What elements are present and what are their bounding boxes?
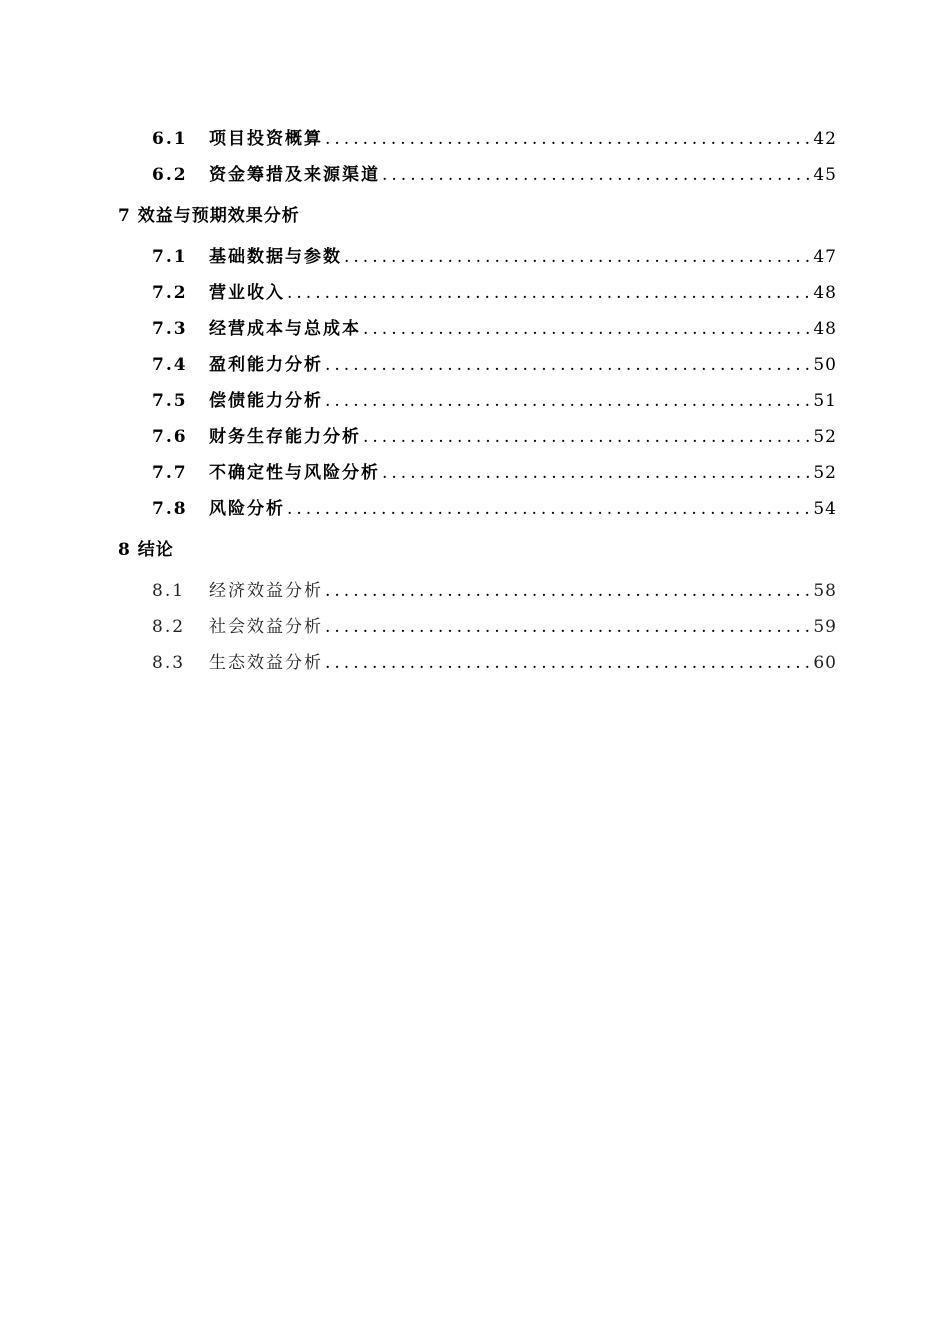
- toc-entry-title: 不确定性与风险分析: [209, 462, 380, 483]
- toc-entry-title: 资金筹措及来源渠道: [209, 164, 380, 185]
- toc-entry-page: 52: [813, 426, 837, 447]
- toc-entry-7-1[interactable]: [0, 236, 950, 272]
- dot-leader: [287, 499, 810, 519]
- toc-entry-7-3[interactable]: [0, 308, 950, 344]
- dot-leader: [363, 319, 810, 339]
- toc-chapter-title: 7 效益与预期效果分析: [118, 205, 300, 226]
- toc-entry-7-6[interactable]: [0, 416, 950, 452]
- toc-entry-page: 58: [813, 580, 837, 601]
- toc-entry-page: 50: [813, 354, 837, 375]
- dot-leader: [382, 165, 810, 185]
- toc-entry-8-1[interactable]: [0, 570, 950, 606]
- toc-entry-page: 54: [813, 498, 837, 519]
- toc-entry-number: 6.1: [152, 128, 188, 149]
- dot-leader: [325, 617, 810, 637]
- toc-entry-number: 7.2: [152, 282, 188, 303]
- dot-leader: [325, 129, 810, 149]
- toc-entry-page: 48: [813, 282, 837, 303]
- toc-entry-title: 社会效益分析: [209, 616, 323, 637]
- toc-entry-title: 基础数据与参数: [209, 246, 342, 267]
- dot-leader: [325, 653, 810, 673]
- toc-entry-number: 7.4: [152, 354, 188, 375]
- dot-leader: [325, 391, 810, 411]
- toc-entry-number: 8.3: [152, 652, 186, 673]
- dot-leader: [325, 355, 810, 375]
- toc-entry-8-3[interactable]: [0, 642, 950, 678]
- toc-entry-number: 7.3: [152, 318, 188, 339]
- toc-entry-number: 8.1: [152, 580, 186, 601]
- toc-entry-number: 7.5: [152, 390, 188, 411]
- toc-chapter-8[interactable]: [0, 524, 950, 570]
- toc-entry-7-4[interactable]: [0, 344, 950, 380]
- toc-entry-7-7[interactable]: [0, 452, 950, 488]
- dot-leader: [325, 581, 810, 601]
- toc-entry-page: 51: [813, 390, 837, 411]
- toc-entry-6-1[interactable]: [0, 118, 950, 154]
- toc-entry-number: 7.8: [152, 498, 188, 519]
- toc-entry-7-5[interactable]: [0, 380, 950, 416]
- toc-entry-number: 7.6: [152, 426, 188, 447]
- toc-entry-page: 45: [813, 164, 837, 185]
- dot-leader: [344, 247, 810, 267]
- toc-entry-title: 风险分析: [209, 498, 285, 519]
- toc-chapter-title: 8 结论: [118, 539, 174, 560]
- dot-leader: [363, 427, 810, 447]
- toc-entry-title: 经济效益分析: [209, 580, 323, 601]
- toc-entry-page: 47: [813, 246, 837, 267]
- toc-entry-title: 盈利能力分析: [209, 354, 323, 375]
- toc-entry-page: 42: [813, 128, 837, 149]
- toc-entry-8-2[interactable]: [0, 606, 950, 642]
- toc-entry-7-8[interactable]: [0, 488, 950, 524]
- toc-chapter-7[interactable]: [0, 190, 950, 236]
- table-of-contents: [0, 118, 950, 678]
- dot-leader: [382, 463, 810, 483]
- toc-entry-page: 60: [813, 652, 837, 673]
- toc-entry-title: 生态效益分析: [209, 652, 323, 673]
- toc-entry-title: 财务生存能力分析: [209, 426, 361, 447]
- toc-entry-title: 偿债能力分析: [209, 390, 323, 411]
- toc-entry-title: 项目投资概算: [209, 128, 323, 149]
- toc-entry-7-2[interactable]: [0, 272, 950, 308]
- toc-entry-number: 7.1: [152, 246, 188, 267]
- toc-entry-page: 52: [813, 462, 837, 483]
- toc-entry-title: 经营成本与总成本: [209, 318, 361, 339]
- toc-entry-number: 7.7: [152, 462, 188, 483]
- dot-leader: [287, 283, 810, 303]
- toc-entry-number: 6.2: [152, 164, 188, 185]
- toc-entry-page: 59: [813, 616, 837, 637]
- toc-entry-number: 8.2: [152, 616, 186, 637]
- toc-entry-title: 营业收入: [209, 282, 285, 303]
- toc-entry-6-2[interactable]: [0, 154, 950, 190]
- toc-entry-page: 48: [813, 318, 837, 339]
